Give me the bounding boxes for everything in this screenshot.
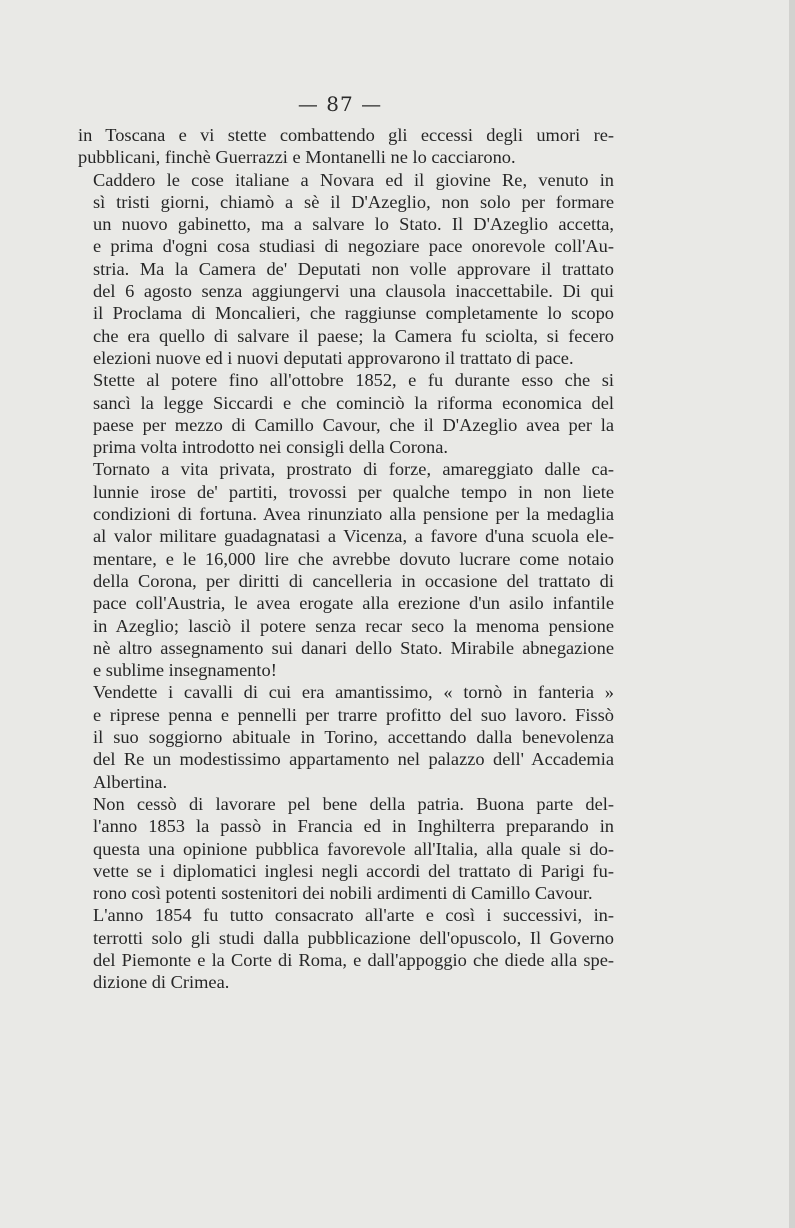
text-line: Caddero le cose italiane a Novara ed il giovine Re, venuto in bbox=[93, 169, 614, 190]
text-line: condizioni di fortuna. Avea rinunziato alla pensione per la medaglia bbox=[93, 504, 614, 525]
text-line: l'anno 1853 la passò in Francia ed in Inghilterra preparando in bbox=[93, 816, 614, 837]
text-line: sancì la legge Siccardi e che cominciò la riforma economica del bbox=[93, 392, 614, 413]
text-line: nè altro assegnamento sui danari dello Stato. Mirabile abnegazione bbox=[93, 637, 614, 658]
text-line: pace coll'Austria, le avea erogate alla erezione d'un asilo infantile bbox=[93, 593, 614, 614]
body-text bbox=[78, 124, 614, 994]
text-line: del Piemonte e la Corte di Roma, e dall'appoggio che diede alla spe- bbox=[93, 949, 614, 970]
text-line: al valor militare guadagnatasi a Vicenza, a favore d'una scuola ele- bbox=[93, 526, 614, 547]
text-line: Albertina. bbox=[93, 771, 168, 792]
text-line: e riprese penna e pennelli per trarre profitto del suo lavoro. Fissò bbox=[93, 704, 614, 725]
text-line: del 6 agosto senza aggiungervi una clausola inaccettabile. Di qui bbox=[93, 281, 614, 302]
text-line: sì tristi giorni, chiamò a sè il D'Azeglio, non solo per formare bbox=[93, 191, 614, 212]
paragraph bbox=[78, 681, 614, 792]
text-line: e sublime insegnamento! bbox=[93, 660, 277, 681]
text-line: L'anno 1854 fu tutto consacrato all'arte e così i successivi, in- bbox=[93, 905, 614, 926]
text-line: questa una opinione pubblica favorevole all'Italia, alla quale si do- bbox=[93, 838, 614, 859]
text-line: prima volta introdotto nei consigli della Corona. bbox=[93, 437, 448, 458]
text-line: Stette al potere fino all'ottobre 1852, e fu durante esso che si bbox=[93, 370, 614, 391]
text-line: in Azeglio; lasciò il potere senza recar seco la menoma pensione bbox=[93, 615, 614, 636]
text-line: un nuovo gabinetto, ma a salvare lo Stato. Il D'Azeglio accetta, bbox=[93, 214, 614, 235]
text-line: stria. Ma la Camera de' Deputati non volle approvare il trattato bbox=[93, 258, 614, 279]
page-number: — 87 — bbox=[297, 92, 383, 116]
paragraph bbox=[78, 904, 614, 993]
text-line: pubblicani, finchè Guerrazzi e Montanelli ne lo cacciarono. bbox=[78, 147, 516, 168]
text-line: terrotti solo gli studi dalla pubblicazione dell'opuscolo, Il Governo bbox=[93, 927, 614, 948]
text-line: vette se i diplomatici inglesi negli accordi del trattato di Parigi fu- bbox=[93, 860, 614, 881]
text-line: della Corona, per diritti di cancelleria in occasione del trattato di bbox=[93, 570, 614, 591]
text-line: in Toscana e vi stette combattendo gli eccessi degli umori re- bbox=[78, 125, 614, 145]
paragraph bbox=[78, 169, 614, 370]
text-line: mentare, e le 16,000 lire che avrebbe dovuto lucrare come notaio bbox=[93, 548, 614, 569]
paragraph bbox=[78, 458, 614, 681]
text-line: il suo soggiorno abituale in Torino, accettando dalla benevolenza bbox=[93, 727, 614, 748]
paragraph bbox=[78, 793, 614, 904]
text-line: elezioni nuove ed i nuovi deputati approvarono il trattato di pace. bbox=[93, 347, 574, 368]
paragraph bbox=[78, 369, 614, 458]
text-line: Tornato a vita privata, prostrato di forze, amareggiato dalle ca- bbox=[93, 459, 614, 480]
text-line: Vendette i cavalli di cui era amantissimo, « tornò in fanteria » bbox=[93, 682, 614, 703]
text-line: lunnie irose de' partiti, trovossi per qualche tempo in non liete bbox=[93, 481, 614, 502]
text-line: e prima d'ogni cosa studiasi di negoziare pace onorevole coll'Au- bbox=[93, 236, 614, 257]
text-line: Non cessò di lavorare pel bene della patria. Buona parte del- bbox=[93, 793, 614, 814]
text-line: del Re un modestissimo appartamento nel palazzo dell' Accademia bbox=[93, 749, 614, 770]
text-line: dizione di Crimea. bbox=[93, 972, 230, 993]
text-line: paese per mezzo di Camillo Cavour, che il D'Azeglio avea per la bbox=[93, 414, 614, 435]
text-line: rono così potenti sostenitori dei nobili ardimenti di Camillo Cavour. bbox=[93, 883, 593, 904]
text-line: il Proclama di Moncalieri, che raggiunse completamente lo scopo bbox=[93, 303, 614, 324]
text-line: che era quello di salvare il paese; la Camera fu sciolta, si fecero bbox=[93, 325, 614, 346]
paragraph bbox=[78, 124, 614, 169]
